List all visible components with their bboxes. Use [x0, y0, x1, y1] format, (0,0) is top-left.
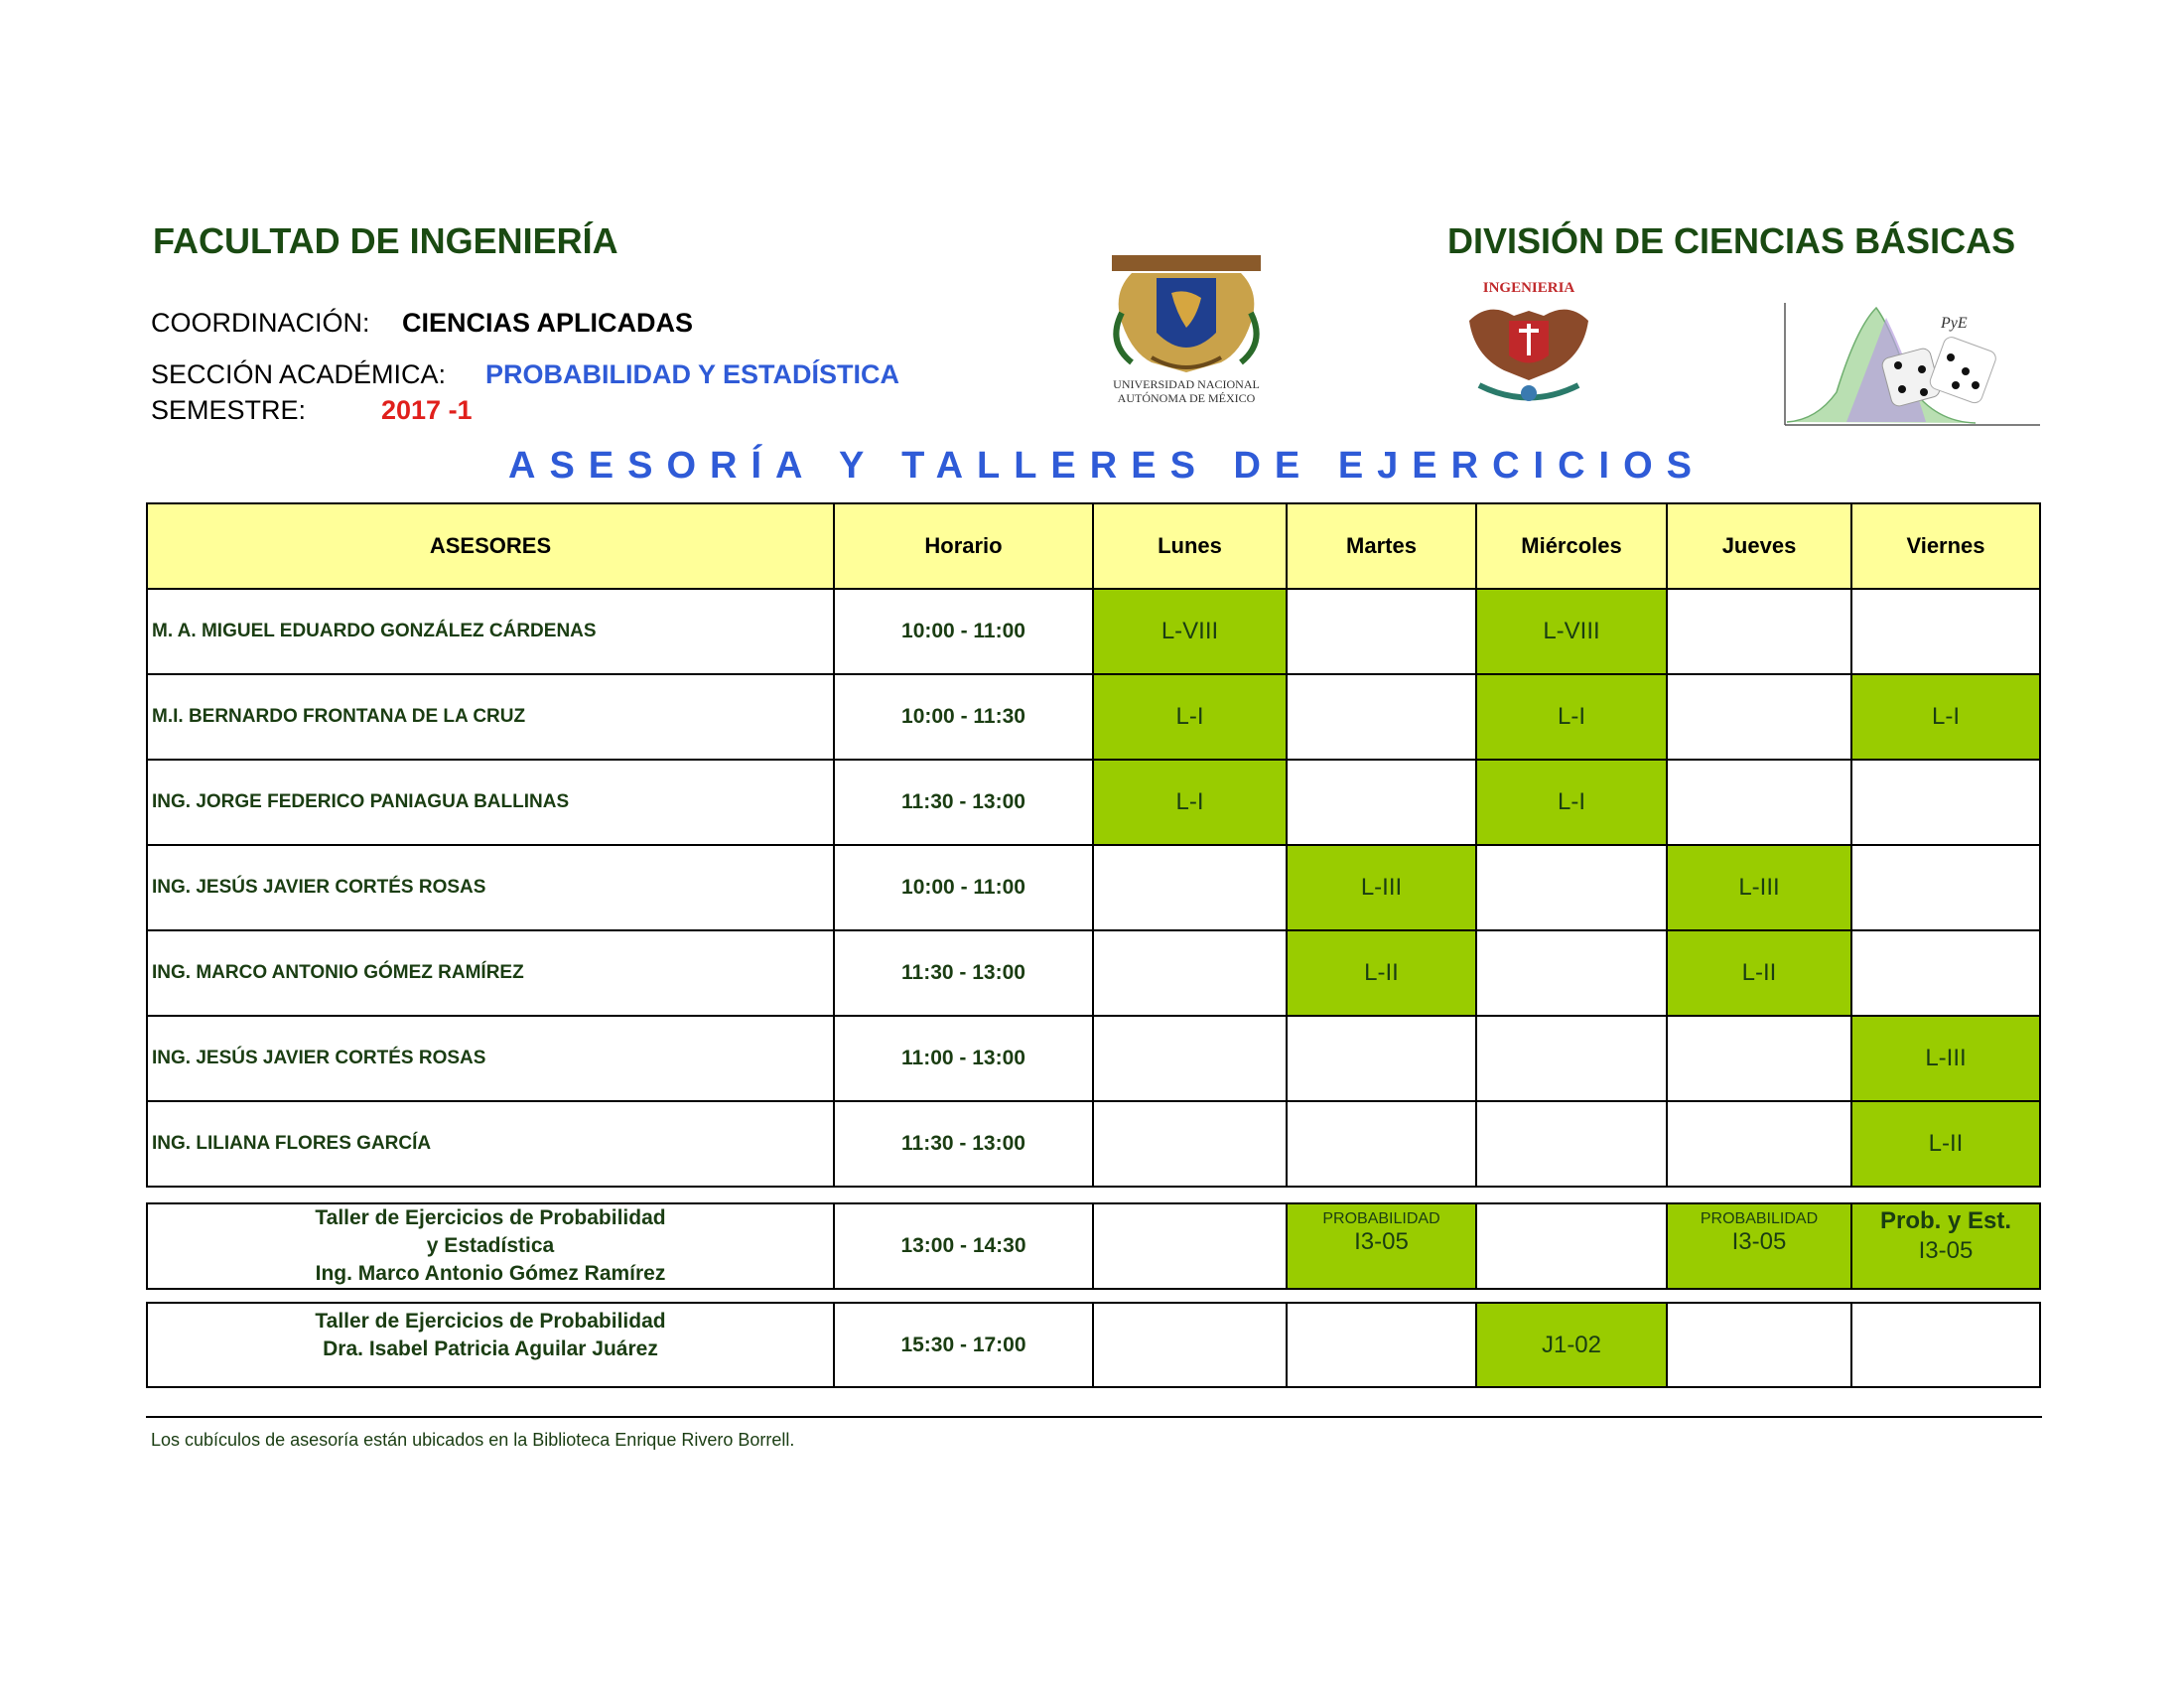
- svg-text:INGENIERIA: INGENIERIA: [1482, 280, 1575, 296]
- day-cell-miercoles: [1476, 1101, 1667, 1187]
- unam-text-line1: UNIVERSIDAD NACIONAL: [1113, 377, 1260, 391]
- day-cell-martes: [1287, 589, 1476, 674]
- day-cell-miercoles: [1476, 845, 1667, 930]
- unam-logo: [1092, 253, 1281, 412]
- day-cell-jueves: [1667, 589, 1851, 674]
- table-header-row: [147, 503, 2040, 589]
- table-row: [147, 930, 2040, 1016]
- advisor-name: M.I. BERNARDO FRONTANA DE LA CRUZ: [147, 674, 834, 760]
- advisor-name: ING. MARCO ANTONIO GÓMEZ RAMÍREZ: [147, 930, 834, 1016]
- table-row: [147, 845, 2040, 930]
- advisor-name: M. A. MIGUEL EDUARDO GONZÁLEZ CÁRDENAS: [147, 589, 834, 674]
- day-cell-jueves: L-III: [1667, 845, 1851, 930]
- schedule-title: ASESORÍA Y TALLERES DE EJERCICIOS: [508, 445, 1706, 487]
- division-title: DIVISIÓN DE CIENCIAS BÁSICAS: [1447, 220, 2016, 261]
- taller-2-line2: Dra. Isabel Patricia Aguilar Juárez: [323, 1337, 658, 1360]
- unam-text-line2: AUTÓNOMA DE MÉXICO: [1117, 391, 1256, 405]
- day-cell-viernes: L-I: [1851, 674, 2040, 760]
- day-cell-viernes: L-III: [1851, 1016, 2040, 1101]
- taller-2-table: [146, 1302, 2041, 1388]
- header-viernes: Viernes: [1851, 503, 2040, 589]
- advisor-time: 10:00 - 11:00: [834, 589, 1093, 674]
- taller-1-viernes-subject: Prob. y Est.: [1879, 1207, 2012, 1234]
- advisor-time: 10:00 - 11:30: [834, 674, 1093, 760]
- taller-1-row: [147, 1203, 2040, 1289]
- advisor-name: ING. JESÚS JAVIER CORTÉS ROSAS: [147, 845, 834, 930]
- advisor-time: 11:00 - 13:00: [834, 1016, 1093, 1101]
- fi-logo: [1459, 276, 1598, 410]
- taller-1-martes-room: I3-05: [1354, 1228, 1409, 1255]
- taller-2-lunes: [1093, 1303, 1287, 1387]
- day-cell-viernes: [1851, 930, 2040, 1016]
- advisor-name: ING. JESÚS JAVIER CORTÉS ROSAS: [147, 1016, 834, 1101]
- taller-2-time: 15:30 - 17:00: [834, 1303, 1093, 1387]
- taller-2-viernes: [1851, 1303, 2040, 1387]
- day-cell-jueves: [1667, 1016, 1851, 1101]
- day-cell-viernes: [1851, 589, 2040, 674]
- section-label: SECCIÓN ACADÉMICA:: [151, 359, 447, 389]
- table-row: [147, 1101, 2040, 1187]
- table-row: [147, 589, 2040, 674]
- header-miercoles: Miércoles: [1476, 503, 1667, 589]
- day-cell-viernes: [1851, 845, 2040, 930]
- day-cell-lunes: [1093, 930, 1287, 1016]
- semester-label: SEMESTRE:: [151, 395, 307, 425]
- taller-2-line1: Taller de Ejercicios de Probabilidad: [315, 1310, 666, 1333]
- day-cell-martes: L-II: [1287, 930, 1476, 1016]
- coordination-value: CIENCIAS APLICADAS: [402, 308, 694, 338]
- day-cell-lunes: L-I: [1093, 674, 1287, 760]
- day-cell-martes: [1287, 1101, 1476, 1187]
- taller-1-viernes-room: I3-05: [1918, 1237, 1974, 1264]
- header-asesores: ASESORES: [147, 503, 834, 589]
- taller-1-viernes: [1851, 1203, 2040, 1289]
- day-cell-lunes: L-I: [1093, 760, 1287, 845]
- taller-2-miercoles: J1-02: [1476, 1303, 1667, 1387]
- advisors-schedule-table: [146, 502, 2041, 1188]
- table-row: [147, 674, 2040, 760]
- taller-2-description: [147, 1303, 834, 1387]
- day-cell-viernes: L-II: [1851, 1101, 2040, 1187]
- taller-1-time: 13:00 - 14:30: [834, 1203, 1093, 1289]
- taller-1-martes-subject: PROBABILIDAD: [1322, 1210, 1440, 1227]
- taller-1-table: [146, 1202, 2041, 1290]
- day-cell-viernes: [1851, 760, 2040, 845]
- taller-2-jueves: [1667, 1303, 1851, 1387]
- fi-eagle-icon: [1459, 276, 1598, 410]
- day-cell-jueves: [1667, 760, 1851, 845]
- day-cell-martes: [1287, 1016, 1476, 1101]
- day-cell-miercoles: [1476, 930, 1667, 1016]
- day-cell-lunes: [1093, 845, 1287, 930]
- taller-1-line3: Ing. Marco Antonio Gómez Ramírez: [315, 1262, 666, 1285]
- taller-1-martes: [1287, 1203, 1476, 1289]
- header-lunes: Lunes: [1093, 503, 1287, 589]
- header-horario: Horario: [834, 503, 1093, 589]
- advisor-time: 11:30 - 13:00: [834, 1101, 1093, 1187]
- distribution-dice-icon: [1777, 298, 2045, 432]
- section-value: PROBABILIDAD Y ESTADÍSTICA: [485, 359, 900, 389]
- table-row: [147, 760, 2040, 845]
- day-cell-miercoles: L-I: [1476, 760, 1667, 845]
- coordination-label: COORDINACIÓN:: [151, 308, 370, 338]
- footer-divider: [146, 1416, 2042, 1418]
- day-cell-jueves: [1667, 674, 1851, 760]
- taller-1-line1: Taller de Ejercicios de Probabilidad: [315, 1206, 666, 1229]
- taller-2-martes: [1287, 1303, 1476, 1387]
- day-cell-miercoles: [1476, 1016, 1667, 1101]
- taller-1-jueves: [1667, 1203, 1851, 1289]
- header-martes: Martes: [1287, 503, 1476, 589]
- pye-text: PyE: [1941, 315, 1968, 332]
- day-cell-jueves: [1667, 1101, 1851, 1187]
- taller-1-description: [147, 1203, 834, 1289]
- day-cell-miercoles: L-I: [1476, 674, 1667, 760]
- taller-1-jueves-room: I3-05: [1731, 1228, 1787, 1255]
- day-cell-martes: [1287, 674, 1476, 760]
- semester-value: 2017 -1: [381, 395, 473, 425]
- taller-1-jueves-subject: PROBABILIDAD: [1700, 1210, 1819, 1227]
- day-cell-martes: [1287, 760, 1476, 845]
- footnote: Los cubículos de asesoría están ubicados en la Biblioteca Enrique Rivero Borrell.: [151, 1430, 795, 1450]
- taller-1-lunes: [1093, 1203, 1287, 1289]
- advisor-time: 10:00 - 11:00: [834, 845, 1093, 930]
- day-cell-miercoles: L-VIII: [1476, 589, 1667, 674]
- pye-logo: [1777, 298, 2045, 432]
- header-jueves: Jueves: [1667, 503, 1851, 589]
- faculty-title: FACULTAD DE INGENIERÍA: [153, 220, 618, 261]
- day-cell-jueves: L-II: [1667, 930, 1851, 1016]
- table-row: [147, 1016, 2040, 1101]
- advisor-name: ING. JORGE FEDERICO PANIAGUA BALLINAS: [147, 760, 834, 845]
- day-cell-lunes: [1093, 1101, 1287, 1187]
- day-cell-lunes: [1093, 1016, 1287, 1101]
- taller-1-miercoles: [1476, 1203, 1667, 1289]
- advisor-time: 11:30 - 13:00: [834, 760, 1093, 845]
- taller-2-row: [147, 1303, 2040, 1387]
- taller-1-line2: y Estadística: [426, 1234, 555, 1257]
- day-cell-martes: L-III: [1287, 845, 1476, 930]
- advisor-time: 11:30 - 13:00: [834, 930, 1093, 1016]
- advisor-name: ING. LILIANA FLORES GARCÍA: [147, 1101, 834, 1187]
- day-cell-lunes: L-VIII: [1093, 589, 1287, 674]
